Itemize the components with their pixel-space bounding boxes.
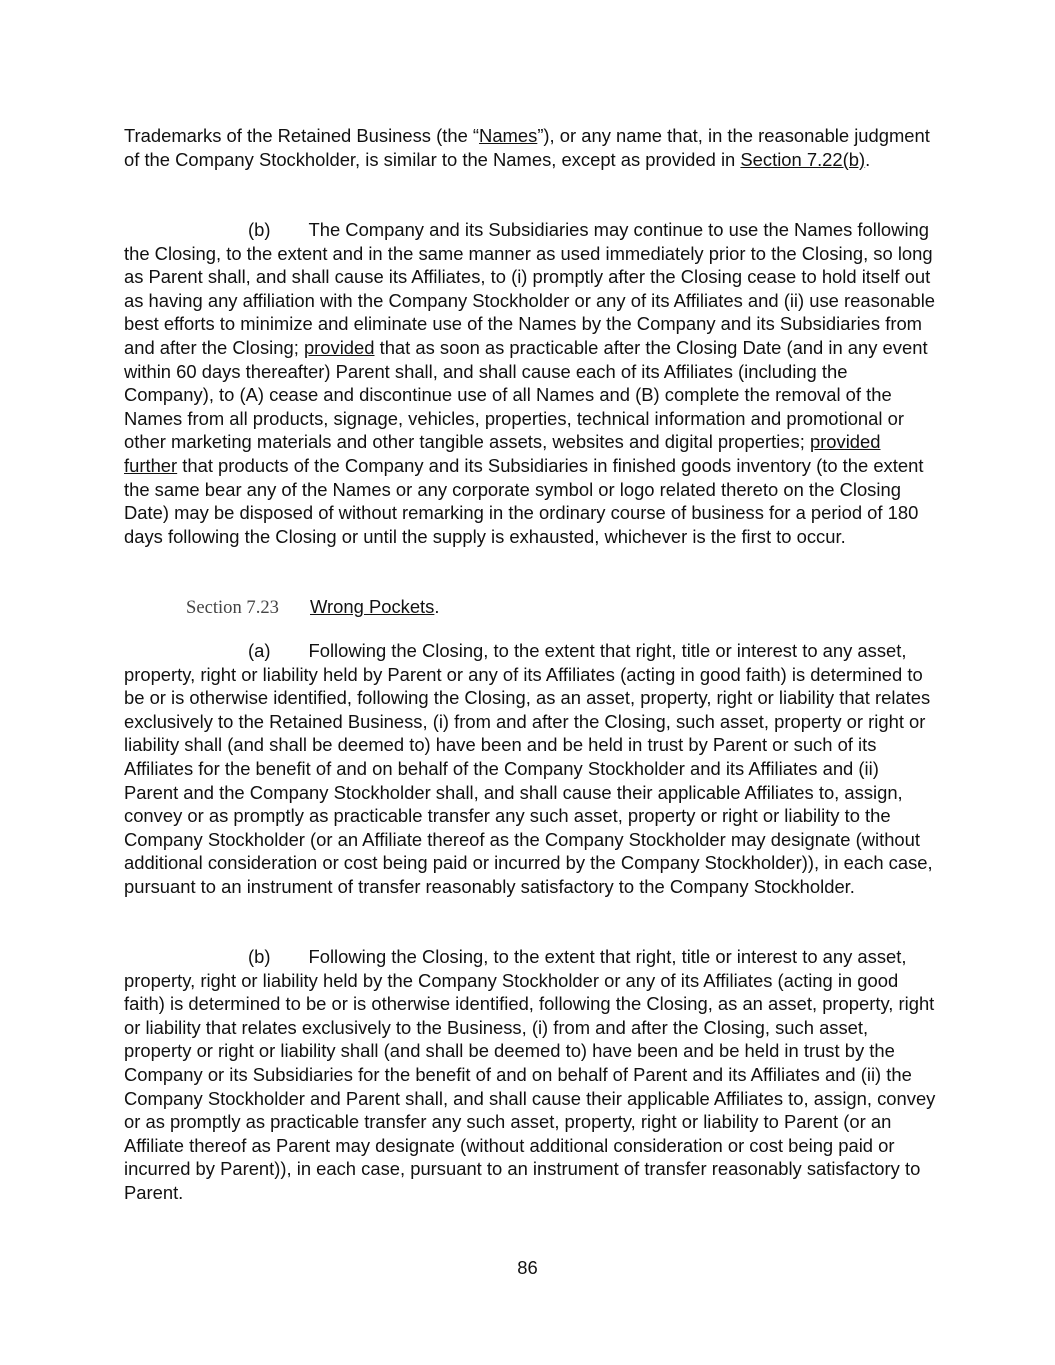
defined-term-names: Names: [479, 125, 538, 146]
paragraph-7-23-a: (a) Following the Closing, to the extent that right, title or interest to any asset, property, right or liability held by Parent or any of its Affiliates (acting in good faith) is determined to be or is otherwise identified, following the Closing, as an asset, property, right or liability that relates exclusively to the Retained Business, (i) from and after the Closing, such asset, property or right or liability shall (and shall be deemed to) have been and be held in trust by Parent or such of its Affiliates for the benefit of and on behalf of the Company Stockholder and its Affiliates and (ii) Parent and the Company Stockholder shall, and shall cause their applicable Affiliates to, assign, convey or as promptly as practicable transfer any such asset, property or right or liability to the Company Stockholder (or an Affiliate thereof as the Company Stockholder may designate (without additional consideration or cost being paid or incurred by the Company Stockholder)), in each case, pursuant to an instrument of transfer reasonably satisfactory to the Company Stockholder.: [124, 640, 933, 897]
further-term: further: [124, 454, 178, 476]
page-number: 86: [517, 1257, 538, 1278]
section-title: Wrong Pockets: [310, 596, 435, 617]
paragraph-trademarks: Trademarks of the Retained Business (the “Names”), or any name that, in the reasonable judgment of the Company Stockholder, is similar to the Names, except as provided in Section 7.22(b).: [124, 125, 930, 170]
section-reference-link[interactable]: Section 7.22(b): [740, 148, 866, 170]
provided-term: provided: [809, 431, 881, 453]
clause-label: (b): [248, 946, 271, 967]
paragraph-7-23-b: (b) Following the Closing, to the extent that right, title or interest to any asset, property, right or liability held by the Company Stockholder or any of its Affiliates (acting in good faith) is determined to be or is otherwise identified, following the Closing, as an asset, property, right or liability that relates exclusively to the Business, (i) from and after the Closing, such asset, property or right or liability shall (and shall be deemed to) have been and be held in trust by the Company or its Subsidiaries for the benefit of and on behalf of Parent and its Affiliates and (ii) the Company Stockholder and Parent shall, and shall cause their applicable Affiliates to, assign, convey or as promptly as practicable transfer any such asset, property, right or liability to Parent (or an Affiliate thereof as Parent may designate (without additional consideration or cost being paid or incurred by Parent)), in each case, pursuant to an instrument of transfer reasonably satisfactory to Parent.: [124, 946, 936, 1203]
clause-label: (a): [248, 640, 271, 661]
provided-term: provided: [303, 336, 375, 358]
section-heading: Section 7.23 Wrong Pockets.: [186, 596, 440, 618]
paragraph-7-22-b: (b) The Company and its Subsidiaries may continue to use the Names following the Closing, to the extent and in the same manner as used immediately prior to the Closing, so long as Parent shall, and shall cause its Affiliates, to (i) promptly after the Closing cease to hold itself out as having any affiliation with the Company Stockholder or any of its Affiliates and (ii) use reasonable best efforts to minimize and eliminate use of the Names by the Company and its Subsidiaries from and after the Closing; provided that as soon as practicable after the Closing Date (and in any event within 60 days thereafter) Parent shall, and shall cause each of its Affiliates (including the Company), to (A) cease and discontinue use of all Names and (B) complete the removal of the Names from all products, signage, vehicles, properties, technical information and promotional or other marketing materials and other tangible assets, websites and digital properties; provided further that products of the Company and its Subsidiaries in finished goods inventory (to the extent the same bear any of the Names or any corporate symbol or logo related thereto on the Closing Date) may be disposed of without remarking in the ordinary course of business for a period of 180 days following the Closing or until the supply is exhausted, whichever is the first to occur.: [124, 219, 936, 547]
clause-label: (b): [248, 219, 271, 240]
section-number: Section 7.23: [186, 597, 279, 618]
